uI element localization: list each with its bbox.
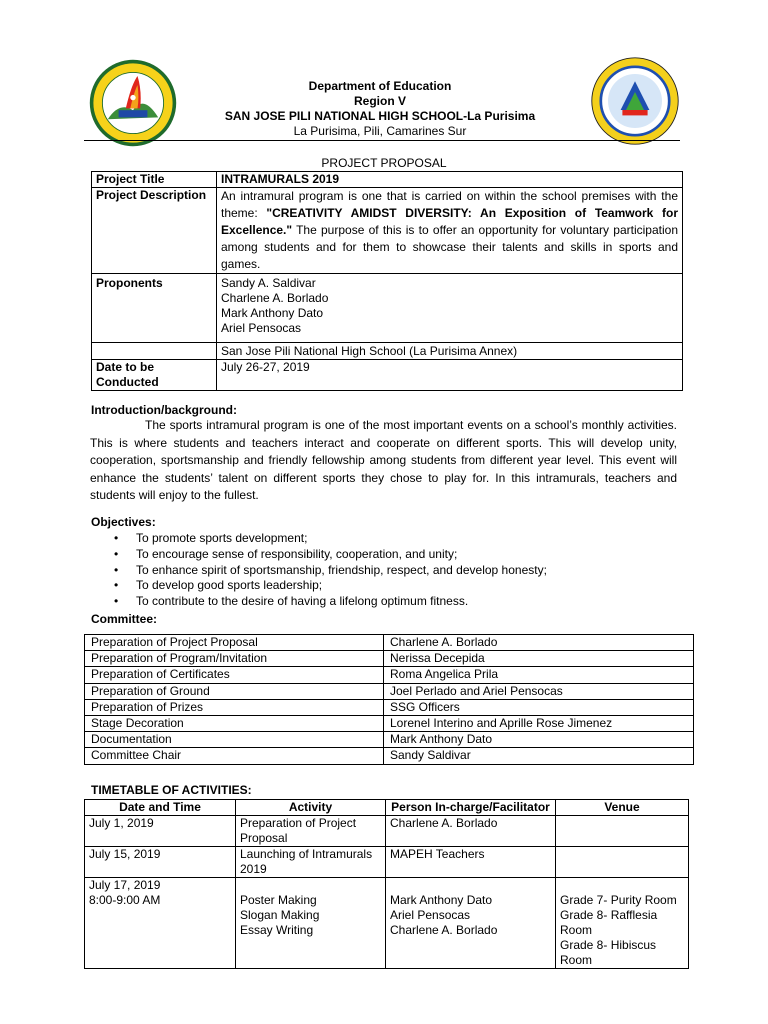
- committee-member: Nerissa Decepida: [384, 651, 694, 667]
- department-name: Department of Education: [308, 79, 452, 93]
- table-header-row: [85, 800, 689, 816]
- project-info-table: [91, 171, 683, 391]
- committee-task: Stage Decoration: [85, 716, 384, 732]
- table-row: [92, 172, 683, 188]
- school-name: SAN JOSE PILI NATIONAL HIGH SCHOOL-La Purisima: [224, 109, 536, 123]
- table-row: [85, 732, 694, 748]
- date-cell: July 1, 2019: [85, 816, 236, 847]
- description-theme: "CREATIVITY AMIDST DIVERSITY: An Exposition of Teamwork for Excellence.": [221, 206, 678, 237]
- timetable-heading: TIMETABLE OF ACTIVITIES:: [91, 783, 252, 797]
- table-row: [85, 683, 694, 699]
- column-header: Activity: [236, 800, 386, 816]
- committee-task: Preparation of Ground: [85, 683, 384, 699]
- proponent-name: Sandy A. Saldivar: [221, 276, 316, 290]
- column-header: Venue: [556, 800, 689, 816]
- table-row: [85, 667, 694, 683]
- list-item: • To encourage sense of responsibility, cooperation, and unity;: [114, 547, 547, 563]
- table-row: [92, 360, 683, 391]
- project-description-value: [217, 188, 683, 274]
- table-row: [85, 748, 694, 764]
- committee-heading: Committee:: [91, 612, 158, 626]
- description-text: An intramural program is one that is carried on within the school premises with the theme:: [221, 189, 678, 220]
- region-name: Region V: [353, 94, 406, 108]
- committee-member: Sandy Saldivar: [384, 748, 694, 764]
- column-header: Person In-charge/Facilitator: [386, 800, 556, 816]
- date-cell: July 15, 2019: [85, 847, 236, 878]
- committee-member: Joel Perlado and Ariel Pensocas: [384, 683, 694, 699]
- activity-cell: Preparation of Project Proposal: [236, 816, 386, 847]
- project-title-value: INTRAMURALS 2019: [217, 172, 683, 188]
- description-text: The purpose of this is to offer an opportunity for voluntary participation among students and for them to showcase their talents and skills in sports and games.: [221, 223, 678, 271]
- intro-heading: Introduction/background:: [91, 403, 237, 417]
- school-seal-logo: [590, 56, 680, 146]
- deped-division-seal-logo: [88, 58, 178, 148]
- table-row: [85, 878, 689, 969]
- header-divider: [84, 140, 680, 141]
- letterhead: [170, 79, 590, 139]
- activity-cell: Launching of Intramurals 2019: [236, 847, 386, 878]
- project-title-label: Project Title: [92, 172, 217, 188]
- proponent-name: Ariel Pensocas: [221, 321, 302, 335]
- project-description-label: Project Description: [92, 188, 217, 274]
- table-row: [85, 716, 694, 732]
- school-address: La Purisima, Pili, Camarines Sur: [293, 124, 467, 138]
- activity-cell: Poster Making Slogan Making Essay Writing: [236, 878, 386, 969]
- committee-task: Committee Chair: [85, 748, 384, 764]
- objectives-heading: Objectives:: [91, 515, 156, 529]
- table-row: [92, 188, 683, 274]
- list-item: • To contribute to the desire of having a lifelong optimum fitness.: [114, 594, 547, 610]
- committee-table: [84, 634, 694, 765]
- proponents-label: Proponents: [92, 274, 217, 343]
- table-row: [92, 274, 683, 343]
- table-row: [85, 816, 689, 847]
- table-row: [85, 635, 694, 651]
- table-row: [85, 651, 694, 667]
- proponent-name: Charlene A. Borlado: [221, 291, 329, 305]
- list-item: • To develop good sports leadership;: [114, 578, 547, 594]
- column-header: Date and Time: [85, 800, 236, 816]
- committee-member: Roma Angelica Prila: [384, 667, 694, 683]
- committee-member: SSG Officers: [384, 699, 694, 715]
- committee-task: Preparation of Project Proposal: [85, 635, 384, 651]
- date-value: July 26-27, 2019: [217, 360, 683, 391]
- committee-task: Preparation of Prizes: [85, 699, 384, 715]
- committee-member: Lorenel Interino and Aprille Rose Jimenez: [384, 716, 694, 732]
- venue-label-cell: [92, 343, 217, 360]
- project-venue: San Jose Pili National High School (La Purisima Annex): [217, 343, 683, 360]
- committee-member: Charlene A. Borlado: [384, 635, 694, 651]
- table-row: [92, 343, 683, 360]
- committee-task: Preparation of Program/Invitation: [85, 651, 384, 667]
- person-cell: MAPEH Teachers: [386, 847, 556, 878]
- list-item: • To promote sports development;: [114, 531, 547, 547]
- list-item: • To enhance spirit of sportsmanship, friendship, respect, and develop honesty;: [114, 563, 547, 579]
- date-cell: July 17, 2019 8:00-9:00 AM: [85, 878, 236, 969]
- date-label: Date to be Conducted: [92, 360, 217, 391]
- venue-cell: Grade 7- Purity Room Grade 8- Rafflesia Room Grade 8- Hibiscus Room: [556, 878, 689, 969]
- proponents-list: [217, 274, 683, 343]
- timetable-table: [84, 799, 689, 969]
- proponent-name: Mark Anthony Dato: [221, 306, 324, 320]
- venue-cell: [556, 816, 689, 847]
- objectives-list: [114, 531, 547, 610]
- venue-cell: [556, 847, 689, 878]
- intro-paragraph: The sports intramural program is one of the most important events on a school’s monthly activities. This is where students and teachers interact and cooperate on different sports. This will develop unity, cooperation, sportsmanship and friendly fellowship among students from different year level. This event will enhance the students’ talent on different sports they chose to play for. In this intramurals, teachers and students will enjoy to the fullest.: [90, 418, 677, 502]
- person-cell: Charlene A. Borlado: [386, 816, 556, 847]
- proposal-title: PROJECT PROPOSAL: [321, 156, 447, 170]
- person-cell: Mark Anthony Dato Ariel Pensocas Charlene A. Borlado: [386, 878, 556, 969]
- committee-task: Preparation of Certificates: [85, 667, 384, 683]
- committee-member: Mark Anthony Dato: [384, 732, 694, 748]
- table-row: [85, 699, 694, 715]
- committee-task: Documentation: [85, 732, 384, 748]
- table-row: [85, 847, 689, 878]
